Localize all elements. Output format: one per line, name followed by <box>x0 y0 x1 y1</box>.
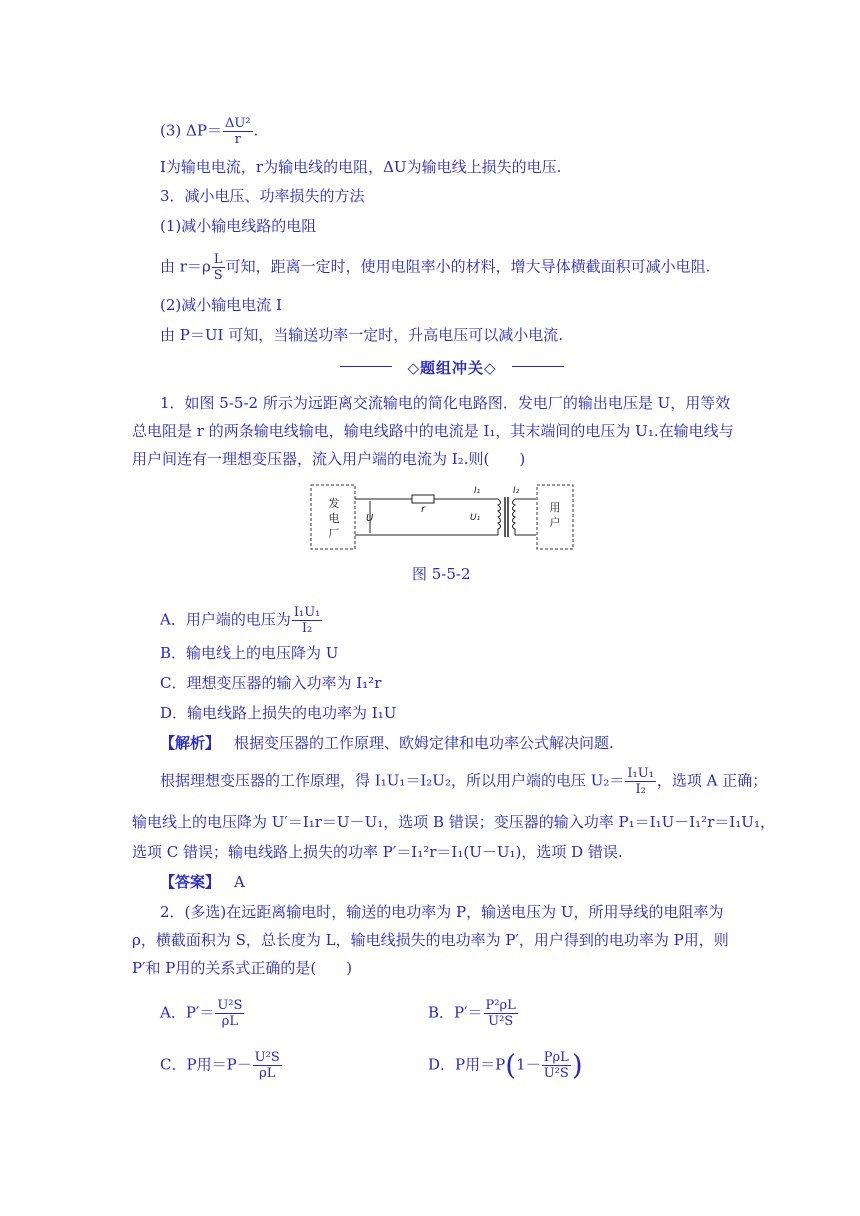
formula-delta-p: (3) ΔP＝ $\frac{\text{ΔU²}}{r}$ . <box>160 116 259 147</box>
fraction: $\frac{\text{I₁U₁}}{\text{I₂}}$ <box>627 766 654 797</box>
divider-line-left <box>340 366 392 367</box>
q2-text: ρ，横截面积为 S，总长度为 L，输电线损失的电功率为 P′，用户得到的电功率为 P用，则 <box>132 931 729 949</box>
option-a: A．用户端的电压为 $\frac{\text{I₁U₁}}{\text{I₂}}$ <box>160 605 321 636</box>
option-c: C．理想变压器的输入功率为 I₁²r <box>160 674 382 692</box>
i1-label: I₁ <box>474 486 481 496</box>
plant-label: 电 <box>328 512 340 525</box>
resistor <box>412 495 434 503</box>
user-label: 用 <box>549 501 561 514</box>
circuit-diagram <box>308 480 578 554</box>
answer-label: 【答案】 <box>160 873 221 891</box>
q2-option-c: C．P用＝P－ $\frac{\text{U²S}}{\rho L}$ <box>160 1050 280 1081</box>
section-divider <box>340 357 570 377</box>
divider-line-right <box>512 366 564 367</box>
solution: 根据理想变压器的工作原理，得 I₁U₁＝I₂U₂，所以用户端的电压 U₂＝ $\frac{\text{I₁U₁}}{\text{I₂}}$ ，选项 A 正确； <box>160 766 768 797</box>
divider-title: ◇题组冲关◇ <box>407 359 497 377</box>
q2-option-a: A．P′＝ $\frac{\text{U²S}}{\rho L}$ <box>160 998 243 1029</box>
subheading: (1)减小输电线路的电阻 <box>160 217 317 235</box>
plant-label: 发 <box>328 497 340 510</box>
option-d: D．输电线路上损失的电功率为 I₁U <box>160 704 397 722</box>
left-paren: ( <box>505 1048 517 1082</box>
solution: 选项 C 错误；输电线路上损失的功率 P′＝I₁²r＝I₁(U－U₁)，选项 D 错误. <box>132 843 623 861</box>
r-label: r <box>421 504 426 515</box>
primary-coil <box>498 499 501 535</box>
paragraph: 由 P＝UI 可知，当输送功率一定时，升高电压可以减小电流. <box>160 326 563 344</box>
i2-label: I₂ <box>513 486 520 496</box>
q2-option-b: B．P′＝ $\frac{\text{P²ρL}}{\text{U²S}}$ <box>428 998 516 1029</box>
option-b: B．输电线上的电压降为 U <box>160 644 339 662</box>
q2-text: 2．(多选)在远距离输电时，输送的电功率为 P，输送电压为 U，所用导线的电阻率为 <box>160 903 724 921</box>
fraction: $\frac{\text{ΔU²}}{r}$ <box>224 116 251 147</box>
plant-label: 厂 <box>328 527 340 540</box>
secondary-coil <box>513 499 516 535</box>
analysis-label: 【解析】 <box>160 734 221 752</box>
fraction: $\frac{L}{S}$ <box>213 252 223 283</box>
user-label: 户 <box>549 516 561 529</box>
fraction: $\frac{\text{U²S}}{\rho L}$ <box>254 1050 280 1081</box>
right-paren: ) <box>571 1048 583 1082</box>
paragraph: I为输电电流，r为输电线的电阻，ΔU为输电线上损失的电压. <box>160 158 562 176</box>
q2-option-d: D．P用＝P(1－ $\frac{\text{PρL}}{\text{U²S}}$ ) <box>428 1048 583 1082</box>
answer: 【答案】 A <box>160 873 245 891</box>
solution: 输电线上的电压降为 U′＝I₁r＝U－U₁，选项 B 错误；变压器的输入功率 P₁＝I₁U－I₁²r＝I₁U₁， <box>132 813 775 831</box>
analysis: 【解析】 根据变压器的工作原理、欧姆定律和电功率公式解决问题. <box>160 734 614 752</box>
q1-text: 1．如图 5-5-2 所示为远距离交流输电的简化电路图．发电厂的输出电压是 U，用等效 <box>160 394 731 412</box>
paragraph: 由 r＝ρ $\frac{L}{S}$ 可知，距离一定时，使用电阻率小的材料，增大导体横截面积可减小电阻. <box>160 252 711 283</box>
u-label: U <box>366 513 374 524</box>
fraction: $\frac{\text{PρL}}{\text{U²S}}$ <box>543 1050 569 1081</box>
fraction: $\frac{\text{P²ρL}}{\text{U²S}}$ <box>485 998 516 1029</box>
q2-text: P′和 P用的关系式正确的是( ) <box>132 959 353 977</box>
fraction: $\frac{\text{U²S}}{\rho L}$ <box>217 998 243 1029</box>
figure-caption: 图 5-5-2 <box>412 565 471 583</box>
q1-text: 用户间连有一理想变压器，流入用户端的电流为 I₂.则( ) <box>132 450 526 468</box>
q1-text: 总电阻是 r 的两条输电线输电，输电线路中的电流是 I₁，其末端间的电压为 U₁.在输电线与 <box>132 422 734 440</box>
heading: 3．减小电压、功率损失的方法 <box>160 187 365 205</box>
fraction: $\frac{\text{I₁U₁}}{\text{I₂}}$ <box>293 605 321 636</box>
subheading: (2)减小输电电流 I <box>160 296 282 314</box>
u1-label: U₁ <box>470 513 481 523</box>
